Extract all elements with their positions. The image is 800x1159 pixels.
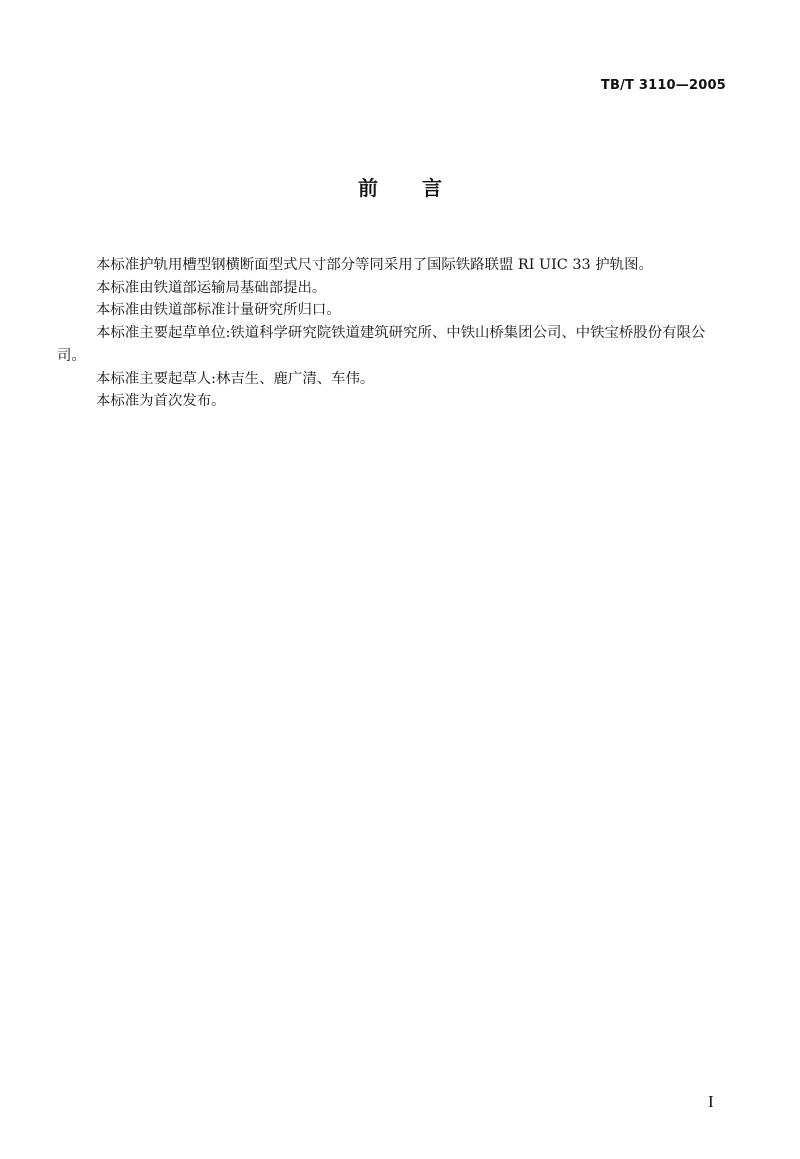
page-number: I — [708, 1092, 714, 1111]
standard-code: TB/T 3110—2005 — [600, 78, 726, 93]
paragraph-drafting-units-cont: 司。 — [57, 347, 86, 364]
paragraph-proposer: 本标准由铁道部运输局基础部提出。 — [96, 279, 327, 296]
page-title — [0, 172, 800, 201]
paragraph-drafting-units: 本标准主要起草单位:铁道科学研究院铁道建筑研究所、中铁山桥集团公司、中铁宝桥股份有限公 — [96, 325, 706, 342]
paragraph-first-release: 本标准为首次发布。 — [96, 393, 226, 410]
paragraph-centralized: 本标准由铁道部标准计量研究所归口。 — [96, 302, 341, 319]
foreword-body — [57, 254, 747, 413]
paragraph-drafters: 本标准主要起草人:林吉生、鹿广清、车伟。 — [96, 370, 375, 387]
title-char: 言 — [422, 176, 442, 200]
title-char: 前 — [358, 176, 378, 200]
paragraph-adoption: 本标准护轨用槽型钢横断面型式尺寸部分等同采用了国际铁路联盟 RI UIC 33 护轨图。 — [96, 257, 653, 273]
